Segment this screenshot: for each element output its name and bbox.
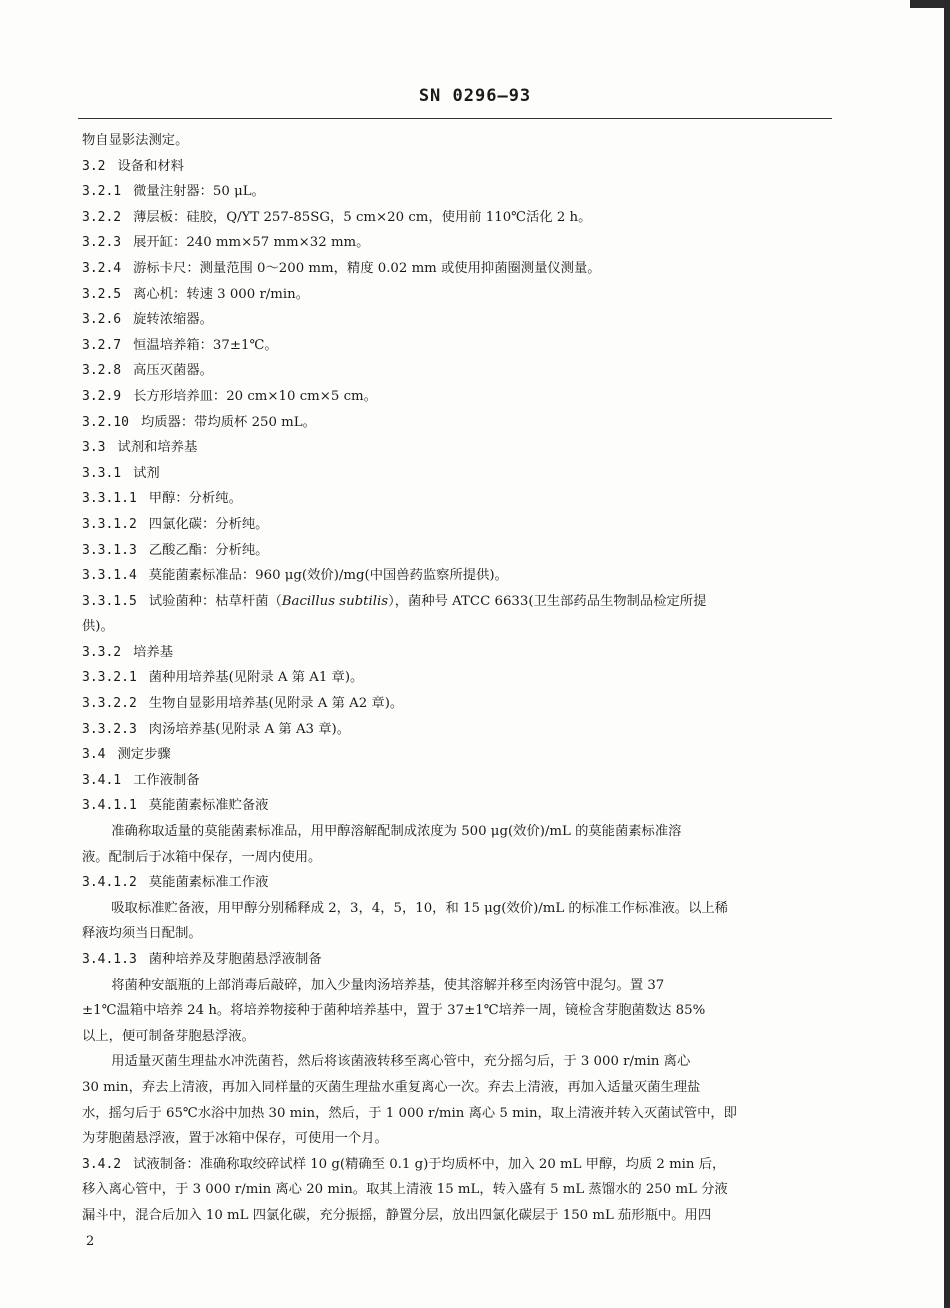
clause-number: 3.3.1.1 bbox=[82, 491, 137, 507]
clause-number: 3.2.3 bbox=[82, 235, 122, 251]
text-line bbox=[82, 1101, 834, 1127]
text-line bbox=[82, 1126, 834, 1152]
clause-number: 3.2.9 bbox=[82, 388, 122, 404]
clause-text: 旋转浓缩器。 bbox=[133, 312, 213, 328]
text-line bbox=[82, 973, 834, 999]
text-line bbox=[82, 845, 834, 871]
clause-text: 游标卡尺：测量范围 0～200 mm，精度 0.02 mm 或使用抑菌圈测量仪测量。 bbox=[133, 260, 601, 276]
text-line bbox=[82, 896, 834, 922]
clause-number: 3.2.1 bbox=[82, 184, 122, 200]
clause-text: 肉汤培养基(见附录 A 第 A3 章)。 bbox=[148, 721, 351, 737]
clause-number: 3.2.8 bbox=[82, 363, 122, 379]
text-line bbox=[82, 230, 834, 256]
clause-number: 3.2 bbox=[82, 158, 106, 174]
text-line bbox=[82, 563, 834, 589]
clause-text: 离心机：转速 3 000 r/min。 bbox=[133, 286, 309, 302]
clause-number: 3.3.1.5 bbox=[82, 593, 137, 609]
clause-text: 水，摇匀后于 65℃水浴中加热 30 min，然后，于 1 000 r/min 离心 5 min，取上清液并转入灭菌试管中，即 bbox=[82, 1105, 737, 1121]
clause-text: 30 min，弃去上清液，再加入同样量的灭菌生理盐水重复离心一次。弃去上清液，再加入适量灭菌生理盐 bbox=[82, 1079, 701, 1095]
clause-text: 生物自显影用培养基(见附录 A 第 A2 章)。 bbox=[148, 696, 404, 712]
text-line bbox=[82, 1024, 834, 1050]
clause-text: 吸取标准贮备液，用甲醇分别稀释成 2，3，4，5，10，和 15 μg(效价)/mL 的标准工作标准液。以上稀 bbox=[111, 900, 728, 916]
clause-number: 3.3.1.4 bbox=[82, 568, 137, 584]
clause-text: 以上，便可制备芽胞悬浮液。 bbox=[82, 1028, 255, 1044]
text-line bbox=[82, 1177, 834, 1203]
clause-number: 3.2.7 bbox=[82, 337, 122, 353]
clause-text: 供)。 bbox=[82, 619, 114, 635]
clause-text: 长方形培养皿：20 cm×10 cm×5 cm。 bbox=[133, 388, 377, 404]
clause-text: 菌种培养及芽胞菌悬浮液制备 bbox=[148, 952, 322, 967]
clause-text: 液。配制后于冰箱中保存，一周内使用。 bbox=[82, 849, 322, 865]
clause-text: 释液均须当日配制。 bbox=[82, 926, 202, 942]
clause-number: 3.3.2.2 bbox=[82, 696, 137, 712]
text-line bbox=[82, 307, 834, 333]
clause-text: 工作液制备 bbox=[133, 772, 200, 788]
text-line bbox=[82, 998, 834, 1024]
clause-text: 设备和材料 bbox=[117, 158, 184, 174]
text-line bbox=[82, 1152, 834, 1178]
clause-text: 漏斗中，混合后加入 10 mL 四氯化碳，充分振摇，静置分层，放出四氯化碳层于 150 mL 茄形瓶中。用四 bbox=[82, 1207, 712, 1223]
page-number: 2 bbox=[86, 1234, 95, 1249]
clause-text: 展开缸：240 mm×57 mm×32 mm。 bbox=[133, 235, 370, 251]
clause-number: 3.3 bbox=[82, 440, 106, 456]
clause-number: 3.3.2.1 bbox=[82, 670, 137, 686]
scan-edge-right bbox=[944, 0, 950, 1308]
text-line bbox=[82, 358, 834, 384]
clause-number: 3.3.1.2 bbox=[82, 516, 137, 532]
clause-number: 3.4.1.3 bbox=[82, 952, 137, 967]
text-line bbox=[82, 282, 834, 308]
text-line bbox=[82, 870, 834, 896]
text-line bbox=[82, 486, 834, 512]
clause-text: 莫能菌素标准品：960 μg(效价)/mg(中国兽药监察所提供)。 bbox=[148, 568, 508, 584]
text-line bbox=[82, 410, 834, 436]
clause-text: 试验菌种：枯草杆菌（Bacillus subtilis），菌种号 ATCC 6633(卫生部药品生物制品检定所提 bbox=[148, 593, 707, 609]
text-line bbox=[82, 154, 834, 180]
clause-text: 恒温培养箱：37±1℃。 bbox=[133, 337, 278, 353]
clause-number: 3.4 bbox=[82, 747, 106, 763]
clause-text: 准确称取适量的莫能菌素标准品，用甲醇溶解配制成浓度为 500 μg(效价)/mL 的莫能菌素标准溶 bbox=[111, 824, 682, 840]
clause-number: 3.3.2.3 bbox=[82, 721, 137, 737]
clause-text: 微量注射器：50 μL。 bbox=[133, 184, 265, 200]
text-line bbox=[82, 921, 834, 947]
scan-edge-top bbox=[910, 0, 950, 8]
text-line bbox=[82, 665, 834, 691]
clause-text: 试剂和培养基 bbox=[117, 440, 198, 456]
clause-text: 为芽胞菌悬浮液，置于冰箱中保存，可使用一个月。 bbox=[82, 1131, 388, 1147]
text-line bbox=[82, 1075, 834, 1101]
clause-text: 甲醇：分析纯。 bbox=[148, 491, 242, 507]
clause-number: 3.3.1 bbox=[82, 465, 122, 481]
text-line bbox=[82, 614, 834, 640]
clause-number: 3.2.2 bbox=[82, 209, 122, 225]
clause-text: ±1℃温箱中培养 24 h。将培养物接种于菌种培养基中，置于 37±1℃培养一周，镜检含芽胞菌数达 85% bbox=[82, 1003, 706, 1019]
text-line bbox=[82, 179, 834, 205]
clause-text: 乙酸乙酯：分析纯。 bbox=[148, 542, 269, 558]
clause-text: 薄层板：硅胶，Q/YT 257-85SG，5 cm×20 cm，使用前 110℃活化 2 h。 bbox=[133, 209, 592, 225]
clause-number: 3.2.6 bbox=[82, 312, 122, 328]
text-line bbox=[82, 1049, 834, 1075]
clause-number: 3.4.2 bbox=[82, 1156, 122, 1172]
text-line bbox=[82, 538, 834, 564]
clause-text: 移入离心管中，于 3 000 r/min 离心 20 min。取其上清液 15 mL，转入盛有 5 mL 蒸馏水的 250 mL 分液 bbox=[82, 1182, 728, 1198]
document-body bbox=[82, 128, 834, 1229]
clause-text: 用适量灭菌生理盐水冲洗菌苔，然后将该菌液转移至离心管中，充分摇匀后，于 3 000 r/min 离心 bbox=[111, 1054, 691, 1070]
text-line bbox=[82, 793, 834, 819]
clause-text: 莫能菌素标准工作液 bbox=[148, 875, 269, 891]
text-line bbox=[82, 435, 834, 461]
clause-text: 试液制备：准确称取绞碎试样 10 g(精确至 0.1 g)于均质杯中，加入 20 mL 甲醇，均质 2 min 后， bbox=[133, 1156, 726, 1172]
text-line bbox=[82, 947, 834, 973]
text-line bbox=[82, 640, 834, 666]
text-line bbox=[82, 1203, 834, 1229]
text-line bbox=[82, 768, 834, 794]
clause-text: 四氯化碳：分析纯。 bbox=[148, 516, 269, 532]
header-rule bbox=[78, 118, 832, 119]
clause-text: 测定步骤 bbox=[117, 747, 171, 763]
text-line bbox=[82, 819, 834, 845]
text-line bbox=[82, 691, 834, 717]
text-line bbox=[82, 128, 834, 154]
text-line bbox=[82, 384, 834, 410]
clause-text: 高压灭菌器。 bbox=[133, 363, 213, 379]
clause-text: 均质器：带均质杯 250 mL。 bbox=[140, 414, 316, 430]
clause-number: 3.2.4 bbox=[82, 260, 122, 276]
clause-text: 培养基 bbox=[133, 644, 174, 660]
clause-text: 试剂 bbox=[133, 465, 160, 481]
clause-number: 3.2.10 bbox=[82, 414, 129, 430]
text-line bbox=[82, 717, 834, 743]
clause-text: 莫能菌素标准贮备液 bbox=[148, 798, 269, 814]
clause-text: 将菌种安瓿瓶的上部消毒后敲碎，加入少量肉汤培养基，使其溶解并移至肉汤管中混匀。置 37 bbox=[111, 977, 665, 993]
text-line bbox=[82, 589, 834, 615]
clause-number: 3.3.2 bbox=[82, 644, 122, 660]
text-line bbox=[82, 742, 834, 768]
text-line bbox=[82, 512, 834, 538]
text-line bbox=[82, 256, 834, 282]
clause-text: 菌种用培养基(见附录 A 第 A1 章)。 bbox=[148, 670, 364, 686]
clause-number: 3.4.1 bbox=[82, 772, 122, 788]
clause-number: 3.3.1.3 bbox=[82, 542, 137, 558]
text-line bbox=[82, 461, 834, 487]
text-line bbox=[82, 333, 834, 359]
standard-code-header: SN 0296—93 bbox=[418, 86, 532, 106]
text-line bbox=[82, 205, 834, 231]
clause-text: 物自显影法测定。 bbox=[82, 133, 189, 148]
clause-number: 3.4.1.1 bbox=[82, 798, 137, 814]
clause-number: 3.4.1.2 bbox=[82, 875, 137, 891]
clause-number: 3.2.5 bbox=[82, 286, 122, 302]
